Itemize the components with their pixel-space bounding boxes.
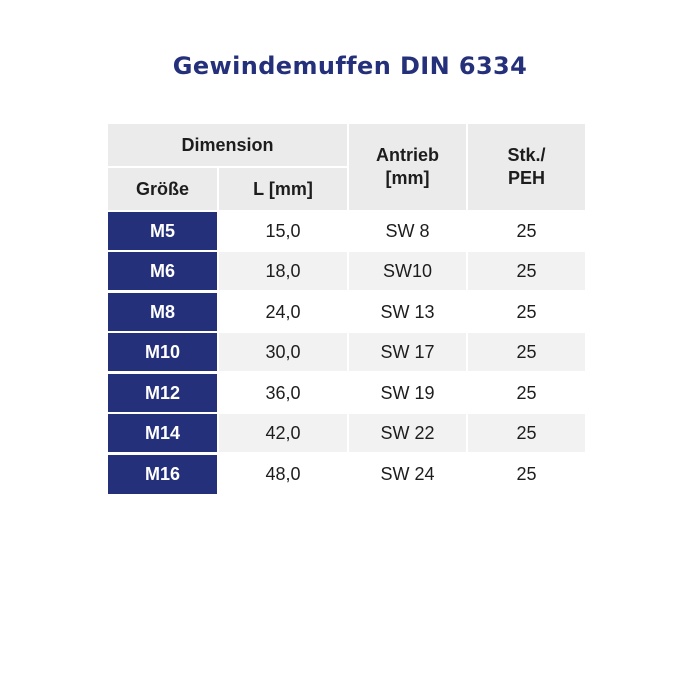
cell-stk: 25 (468, 414, 585, 452)
cell-groesse: M8 (108, 293, 217, 331)
cell-stk: 25 (468, 455, 585, 494)
cell-laenge: 15,0 (219, 212, 347, 250)
cell-laenge: 36,0 (219, 374, 347, 412)
header-antrieb (349, 124, 466, 210)
cell-antrieb: SW 13 (349, 293, 466, 331)
header-antrieb-line2: [mm] (385, 168, 430, 188)
cell-stk: 25 (468, 293, 585, 331)
cell-groesse: M16 (108, 455, 217, 494)
header-dimension: Dimension (108, 124, 347, 166)
cell-groesse: M10 (108, 333, 217, 371)
cell-laenge: 48,0 (219, 455, 347, 494)
product-table (108, 124, 585, 494)
cell-groesse: M14 (108, 414, 217, 452)
cell-groesse: M12 (108, 374, 217, 412)
header-stk-line1: Stk./ (507, 145, 546, 165)
cell-groesse: M6 (108, 252, 217, 290)
cell-antrieb: SW 19 (349, 374, 466, 412)
cell-laenge: 24,0 (219, 293, 347, 331)
cell-antrieb: SW 17 (349, 333, 466, 371)
page-title: Gewindemuffen DIN 6334 (172, 52, 528, 80)
header-stk-peh (468, 124, 585, 210)
cell-antrieb: SW 24 (349, 455, 466, 494)
cell-laenge: 18,0 (219, 252, 347, 290)
cell-stk: 25 (468, 333, 585, 371)
header-antrieb-line1: Antrieb (376, 145, 439, 165)
header-stk-line2: PEH (507, 168, 545, 188)
cell-antrieb: SW 22 (349, 414, 466, 452)
cell-antrieb: SW 8 (349, 212, 466, 250)
header-groesse: Größe (108, 168, 217, 210)
cell-stk: 25 (468, 374, 585, 412)
cell-stk: 25 (468, 212, 585, 250)
cell-groesse: M5 (108, 212, 217, 250)
cell-stk: 25 (468, 252, 585, 290)
header-laenge: L [mm] (219, 168, 347, 210)
cell-laenge: 42,0 (219, 414, 347, 452)
cell-laenge: 30,0 (219, 333, 347, 371)
cell-antrieb: SW10 (349, 252, 466, 290)
